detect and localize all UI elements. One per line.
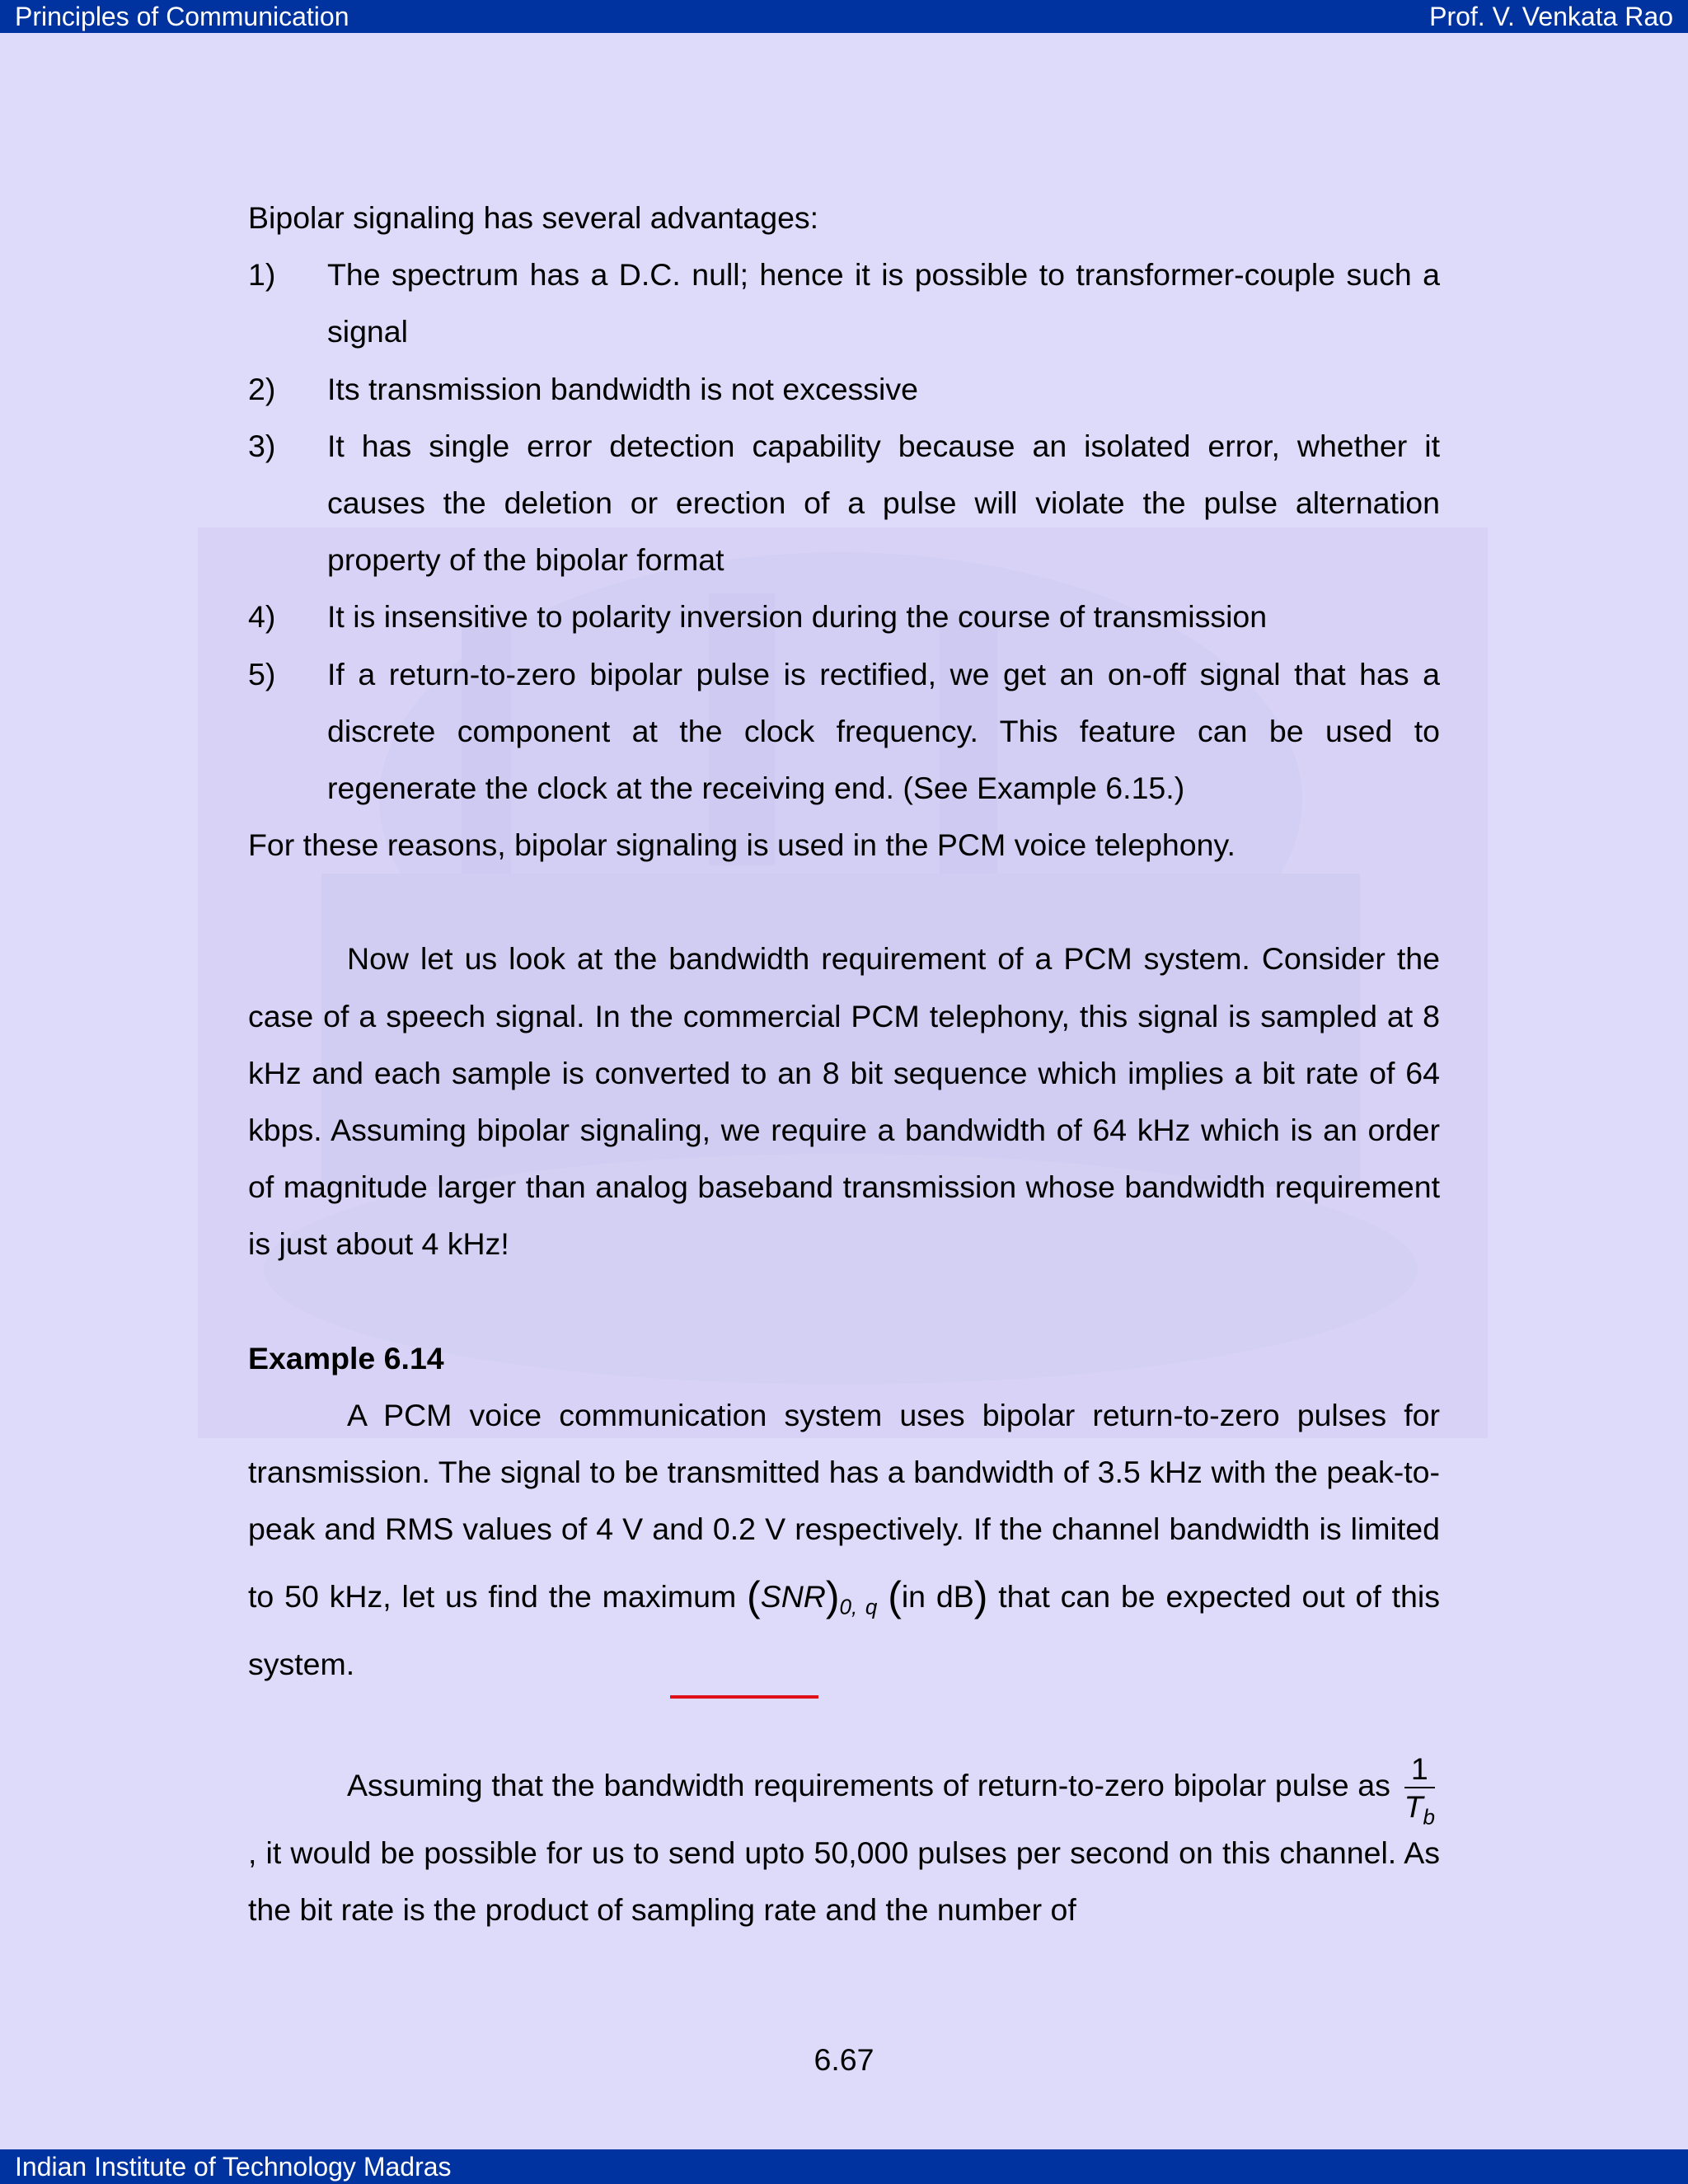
list-text: Its transmission bandwidth is not excessive <box>327 371 918 406</box>
list-number: 4) <box>248 599 276 635</box>
list-item <box>248 418 1440 589</box>
paragraph-gap <box>248 1273 1440 1330</box>
snr-symbol: SNR <box>760 1579 826 1615</box>
page-content <box>248 190 1440 1938</box>
list-text: It has single error detection capability because an isolated error, whether it causes the deletion or erection of a pulse will violate the pulse alternation property of the bipolar format <box>327 428 1440 578</box>
page-number: 6.67 <box>814 2042 874 2077</box>
list-item <box>248 588 1440 645</box>
example-text-part2: that can be expected out of this system. <box>248 1579 1440 1682</box>
footer-bar <box>0 2149 1688 2184</box>
list-item <box>248 246 1440 360</box>
fraction-denominator: $T_b$ <box>1404 1788 1436 1830</box>
example-paragraph <box>248 1387 1440 1694</box>
fraction-one-over-tb <box>1404 1750 1436 1830</box>
conclusion-text: For these reasons, bipolar signaling is used in the PCM voice telephony. <box>248 827 1236 863</box>
institution-name: Indian Institute of Technology Madras <box>15 2151 452 2182</box>
example-title: Example 6.14 <box>248 1340 444 1376</box>
paragraph-gap <box>248 874 1440 930</box>
snr-subscript: 0, q <box>839 1594 878 1619</box>
paragraph-gap <box>248 1694 1440 1750</box>
list-number: 3) <box>248 428 276 463</box>
list-text: If a return-to-zero bipolar pulse is rectified, we get an on-off signal that has a discrete component at the clock frequency. This feature can be used to regenerate the clock at the receiving end. (See Example 6.15.) <box>327 656 1440 806</box>
list-number: 5) <box>248 656 276 691</box>
list-text: It is insensitive to polarity inversion during the course of transmission <box>327 599 1268 635</box>
book-title: Principles of Communication <box>15 1 349 31</box>
snr-expression: $(SNR)_{0, q}$ (in dB) <box>747 1573 988 1620</box>
solution-text-part2: , it would be possible for us to send upto 50,000 pulses per second on this channel. As the bit rate is the product of sampling rate and the number of <box>248 1835 1440 1927</box>
author-name: Prof. V. Venkata Rao <box>1429 1 1673 31</box>
bandwidth-paragraph: Now let us look at the bandwidth requirement of a PCM system. Consider the case of a speech signal. In the commercial PCM telephony, this signal is sampled at 8 kHz and each sample is converted to an 8 bit sequence which implies a bit rate of 64 kbps. Assuming bipolar signaling, we require a bandwidth of 64 kHz which is an order of magnitude larger than analog baseband transmission whose bandwidth requirement is just about 4 kHz! <box>248 941 1440 1262</box>
snr-unit: in dB <box>901 1579 974 1615</box>
example-text-part1: A PCM voice communication system uses bipolar return-to-zero pulses for transmission. The signal to be transmitted has a bandwidth of 3.5 kHz with the peak-to-peak and RMS values of 4 V and 0.2 V respectively. If the channel bandwidth is limited to 50 kHz, let us find the maximum <box>248 1397 1440 1615</box>
solution-paragraph <box>248 1750 1440 1938</box>
intro-text: Bipolar signaling has several advantages: <box>248 200 819 235</box>
list-text: The spectrum has a D.C. null; hence it is possible to transformer-couple such a signal <box>327 257 1440 349</box>
list-number: 2) <box>248 371 276 406</box>
fraction-numerator: 1 <box>1404 1750 1435 1788</box>
header-bar <box>0 0 1688 33</box>
list-number: 1) <box>248 257 276 293</box>
solution-text-part1: Assuming that the bandwidth requirements of return-to-zero bipolar pulse as <box>347 1767 1390 1802</box>
list-item <box>248 646 1440 818</box>
list-item <box>248 361 1440 418</box>
red-underline-annotation <box>670 1695 818 1699</box>
